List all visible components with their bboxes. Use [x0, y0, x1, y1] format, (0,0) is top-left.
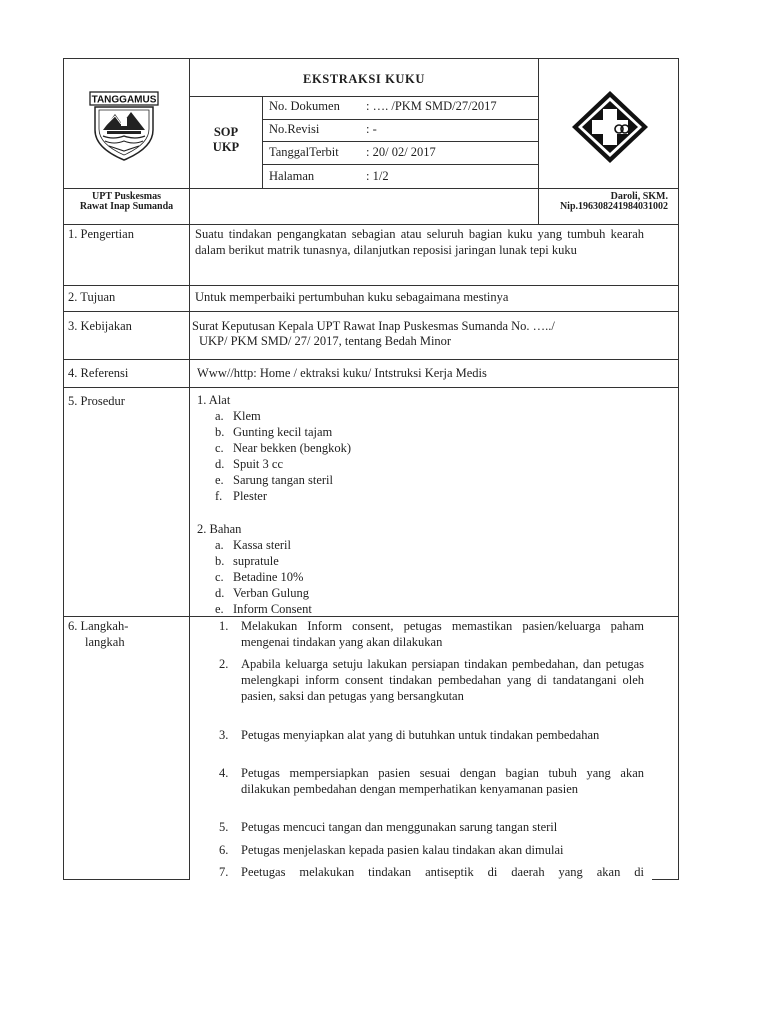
alat-letter: f. — [215, 489, 223, 503]
alat-letter: e. — [215, 473, 224, 487]
meta-label-dokumen: No. Dokumen — [269, 99, 340, 113]
bahan-item: Betadine 10% — [233, 570, 304, 584]
section-label-langkah-2: langkah — [85, 635, 125, 649]
step-number: 6. — [219, 843, 229, 857]
step-text: Petugas menjelaskan kepada pasien kalau tindakan akan dimulai — [241, 843, 564, 857]
health-ministry-logo — [570, 89, 650, 165]
meta-label-halaman: Halaman — [269, 169, 315, 183]
bahan-letter: a. — [215, 538, 224, 552]
meta-label-revisi: No.Revisi — [269, 122, 320, 136]
border-top — [63, 58, 679, 59]
step-text: Petugas mencuci tangan dan menggunakan sarung tangan steril — [241, 820, 558, 834]
alat-title: 1. Alat — [197, 393, 231, 407]
section-label-referensi: 4. Referensi — [68, 366, 129, 380]
border-bottom-left — [63, 879, 190, 880]
section-text-pengertian: Suatu tindakan pengangkatan sebagian atau seluruh bagian kuku yang tumbuh kearah dalam berikut matrik tunasnya, dilanjutkan reposisi jaringan lunak tepi kuku — [195, 227, 644, 257]
step-number: 4. — [219, 766, 229, 780]
section-text-tujuan: Untuk memperbaiki pertumbuhan kuku sebagaimana mestinya — [195, 290, 509, 304]
org-name-line-2: Rawat Inap Sumanda — [79, 201, 174, 212]
tanggamus-emblem-icon — [89, 90, 159, 162]
org-name-line-1: UPT Puskesmas — [92, 191, 161, 202]
alat-letter: b. — [215, 425, 225, 439]
section-label-kebijakan: 3. Kebijakan — [68, 319, 132, 333]
bahan-item: supratule — [233, 554, 279, 568]
step-number: 1. — [219, 619, 229, 633]
alat-item: Near bekken (bengkok) — [233, 441, 352, 455]
signer-nip: Nip.196308241984031002 — [559, 201, 668, 212]
alat-item: Klem — [233, 409, 261, 423]
step-number: 2. — [219, 657, 229, 671]
meta-label-terbit: TanggalTerbit — [269, 145, 339, 159]
section-text-referensi: Www//http: Home / ektraksi kuku/ Intstruksi Kerja Medis — [197, 366, 487, 380]
step-number: 7. — [219, 865, 229, 879]
meta-row-2 — [262, 141, 539, 142]
border-left — [63, 58, 64, 880]
section-label-pengertian: 1. Pengertian — [68, 227, 134, 241]
step-text: Peetugas melakukan tindakan antiseptik di daerah yang akan di — [241, 865, 644, 879]
alat-letter: a. — [215, 409, 224, 423]
step-text: Melakukan Inform consent, petugas memastikan pasien/keluarga paham mengenai tindakan yang akan dilakukan — [241, 619, 644, 649]
step-text: Apabila keluarga setuju lakukan persiapan tindakan pembedahan, dan petugas melengkapi inform consent tindakan pembedahan yang di tandatangani oleh pasien, saksi dan petugas yang bersangkutan — [241, 657, 644, 703]
bahan-letter: b. — [215, 554, 225, 568]
signer-name: Daroli, SKM. — [610, 191, 668, 202]
step-number: 3. — [219, 728, 229, 742]
alat-item: Gunting kecil tajam — [233, 425, 333, 439]
title-underline — [189, 96, 539, 97]
header-divider-left — [189, 58, 190, 880]
meta-value-revisi: : - — [366, 122, 377, 136]
meta-value-halaman: : 1/2 — [366, 169, 389, 183]
row-sep-4 — [63, 387, 679, 388]
alat-item: Plester — [233, 489, 268, 503]
row-sep-5 — [63, 616, 679, 617]
bahan-item: Inform Consent — [233, 602, 312, 616]
meta-row-3 — [262, 164, 539, 165]
meta-row-1 — [262, 119, 539, 120]
meta-value-terbit: : 20/ 02/ 2017 — [366, 145, 436, 159]
section-label-langkah-1: 6. Langkah- — [68, 619, 129, 633]
section-label-tujuan: 2. Tujuan — [68, 290, 116, 304]
bahan-letter: d. — [215, 586, 225, 600]
step-text: Petugas mempersiapkan pasien sesuai dengan bagian tubuh yang akan dilakukan pembedahan dengan memperhatikan kenyamanan pasien — [241, 766, 644, 796]
logo-text: TANGGAMUS — [91, 94, 157, 106]
header-bottom — [63, 188, 679, 189]
tanggamus-logo — [89, 90, 159, 162]
row-sep-2 — [63, 311, 679, 312]
bahan-letter: e. — [215, 602, 224, 616]
alat-item: Sarung tangan steril — [233, 473, 333, 487]
bahan-item: Verban Gulung — [233, 586, 310, 600]
border-right — [678, 58, 679, 880]
alat-letter: c. — [215, 441, 224, 455]
meta-divider — [262, 96, 263, 188]
sop-label: SOP — [213, 125, 239, 139]
step-text: Petugas menyiapkan alat yang di butuhkan untuk tindakan pembedahan — [241, 728, 600, 742]
section-text-kebijakan-1: Surat Keputusan Kepala UPT Rawat Inap Puskesmas Sumanda No. …../ — [192, 319, 555, 333]
meta-value-dokumen: : …. /PKM SMD/27/2017 — [366, 99, 497, 113]
ukp-label: UKP — [212, 140, 240, 154]
org-row-bottom — [63, 224, 679, 225]
section-text-kebijakan-2: UKP/ PKM SMD/ 27/ 2017, tentang Bedah Minor — [199, 334, 452, 348]
step-number: 5. — [219, 820, 229, 834]
document-title: EKSTRAKSI KUKU — [303, 72, 425, 86]
alat-item: Spuit 3 cc — [233, 457, 283, 471]
row-sep-1 — [63, 285, 679, 286]
bahan-item: Kassa steril — [233, 538, 291, 552]
bahan-letter: c. — [215, 570, 224, 584]
bahan-title: 2. Bahan — [197, 522, 242, 536]
cross-emblem-icon — [570, 89, 650, 165]
alat-letter: d. — [215, 457, 225, 471]
row-sep-3 — [63, 359, 679, 360]
section-label-prosedur: 5. Prosedur — [68, 394, 125, 408]
border-bottom-right-stub — [652, 879, 679, 880]
